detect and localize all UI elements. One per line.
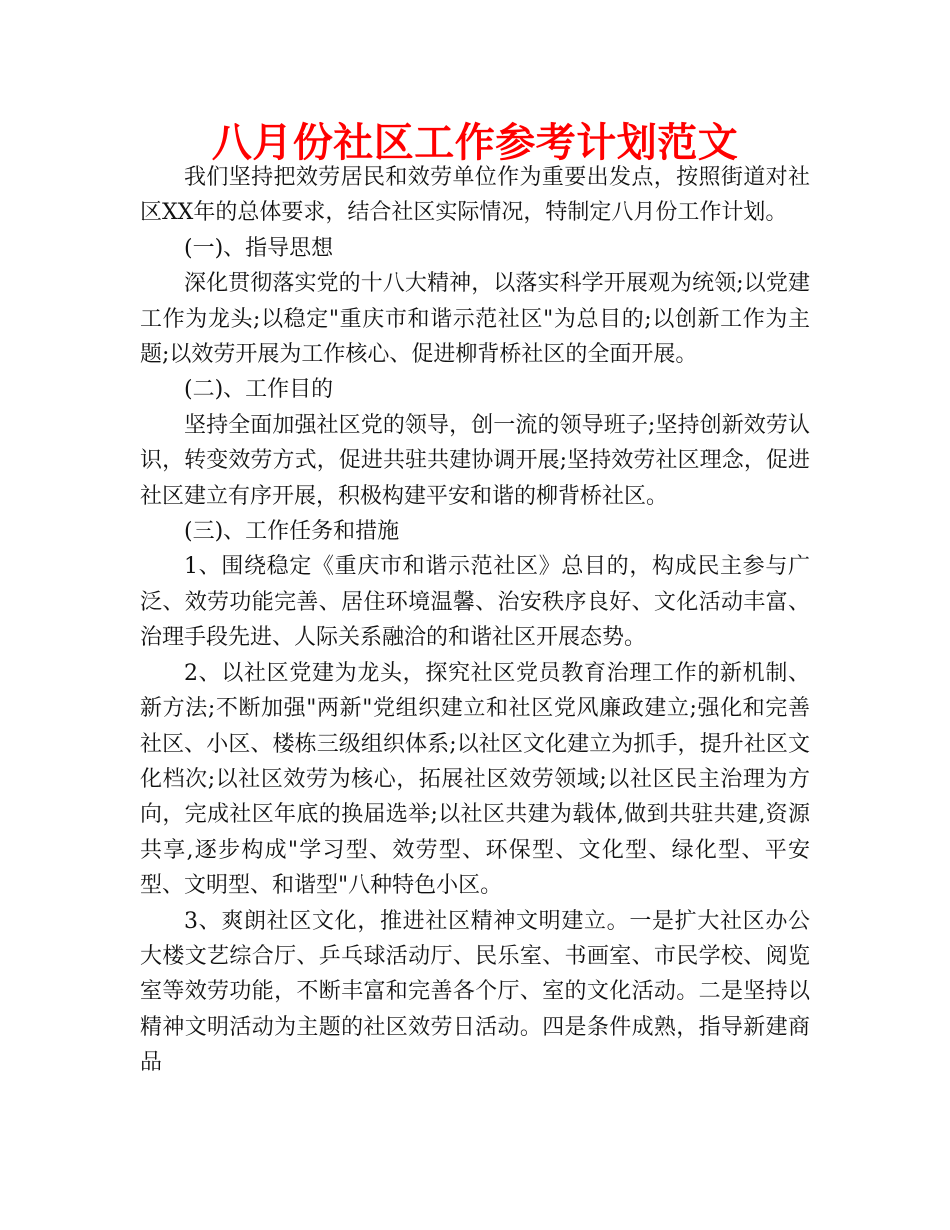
document-title: 八月份社区工作参考计划范文 <box>211 120 739 166</box>
task-item-1: 1、围绕稳定《重庆市和谐示范社区》总目的，构成民主参与广泛、效劳功能完善、居住环境温馨、治安秩序良好、文化活动丰富、治理手段先进、人际关系融洽的和谐社区开展态势。 <box>140 554 810 651</box>
task-item-3: 3、爽朗社区文化，推进社区精神文明建立。一是扩大社区办公大楼文艺综合厅、乒乓球活动厅、民乐室、书画室、市民学校、阅览室等效劳功能，不断丰富和完善各个厅、室的文化活动。二是坚持以精神文明活动为主题的社区效劳日活动。四是条件成熟，指导新建商品 <box>140 908 810 1076</box>
task-item-2: 2、以社区党建为龙头，探究社区党员教育治理工作的新机制、新方法;不断加强"两新"党组织建立和社区党风廉政建立;强化和完善社区、小区、楼栋三级组织体系;以社区文化建立为抓手，提升社区文化档次;以社区效劳为核心，拓展社区效劳领域;以社区民主治理为方向，完成社区年底的换届选举;以社区共建为载体,做到共驻共建,资源共享,逐步构成"学习型、效劳型、环保型、文化型、绿化型、平安型、文明型、和谐型"八种特色小区。 <box>140 660 810 899</box>
section-heading-tasks-measures: (三)、工作任务和措施 <box>184 519 400 545</box>
intro-paragraph: 我们坚持把效劳居民和效劳单位作为重要出发点，按照街道对社区XX年的总体要求，结合社区实际情况，特制定八月份工作计划。 <box>140 165 810 226</box>
work-goal-paragraph: 坚持全面加强社区党的领导，创一流的领导班子;坚持创新效劳认识，转变效劳方式，促进共驻共建协调开展;坚持效劳社区理念，促进社区建立有序开展，积极构建平安和谐的柳背桥社区。 <box>140 412 810 509</box>
guiding-thought-paragraph: 深化贯彻落实党的十八大精神，以落实科学开展观为统领;以党建工作为龙头;以稳定"重庆市和谐示范社区"为总目的;以创新工作为主题;以效劳开展为工作核心、促进柳背桥社区的全面开展。 <box>140 271 810 368</box>
document-body <box>140 160 810 1081</box>
section-heading-work-goal: (二)、工作目的 <box>184 377 334 403</box>
section-heading-guiding-thought: (一)、指导思想 <box>184 235 334 261</box>
